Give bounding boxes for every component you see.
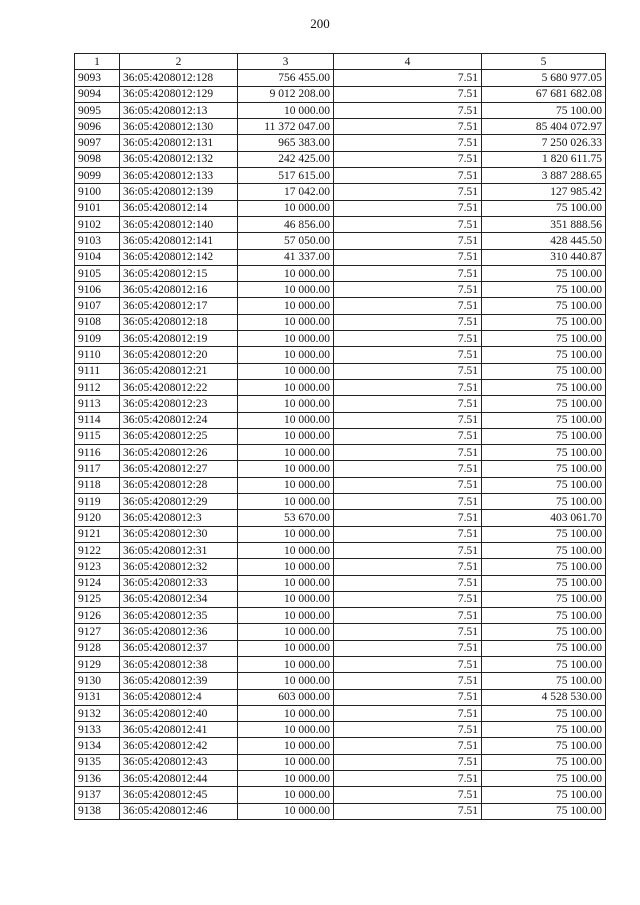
row-number-cell: 9128 xyxy=(75,640,120,656)
rate-cell: 7.51 xyxy=(334,168,482,184)
row-number-cell: 9114 xyxy=(75,412,120,428)
rate-cell: 7.51 xyxy=(334,249,482,265)
table-row xyxy=(75,754,606,770)
row-number-cell: 9115 xyxy=(75,428,120,444)
rate-cell: 7.51 xyxy=(334,575,482,591)
value-cell: 75 100.00 xyxy=(482,445,606,461)
rate-cell: 7.51 xyxy=(334,510,482,526)
row-number-cell: 9096 xyxy=(75,119,120,135)
rate-cell: 7.51 xyxy=(334,754,482,770)
table-row xyxy=(75,102,606,118)
area-cell: 756 455.00 xyxy=(238,70,334,86)
row-number-cell: 9136 xyxy=(75,771,120,787)
value-cell: 75 100.00 xyxy=(482,526,606,542)
cadastral-number-cell: 36:05:4208012:131 xyxy=(120,135,238,151)
cadastral-number-cell: 36:05:4208012:40 xyxy=(120,705,238,721)
area-cell: 10 000.00 xyxy=(238,412,334,428)
row-number-cell: 9119 xyxy=(75,494,120,510)
cadastral-number-cell: 36:05:4208012:41 xyxy=(120,722,238,738)
rate-cell: 7.51 xyxy=(334,200,482,216)
cadastral-number-cell: 36:05:4208012:32 xyxy=(120,559,238,575)
area-cell: 53 670.00 xyxy=(238,510,334,526)
value-cell: 75 100.00 xyxy=(482,608,606,624)
column-header-4: 4 xyxy=(334,54,482,70)
cadastral-number-cell: 36:05:4208012:129 xyxy=(120,86,238,102)
area-cell: 10 000.00 xyxy=(238,494,334,510)
value-cell: 75 100.00 xyxy=(482,461,606,477)
table-row xyxy=(75,265,606,281)
area-cell: 10 000.00 xyxy=(238,282,334,298)
row-number-cell: 9122 xyxy=(75,542,120,558)
table-row xyxy=(75,233,606,249)
rate-cell: 7.51 xyxy=(334,70,482,86)
cadastral-number-cell: 36:05:4208012:20 xyxy=(120,347,238,363)
table-row xyxy=(75,608,606,624)
value-cell: 75 100.00 xyxy=(482,656,606,672)
area-cell: 10 000.00 xyxy=(238,771,334,787)
rate-cell: 7.51 xyxy=(334,689,482,705)
area-cell: 10 000.00 xyxy=(238,379,334,395)
table-row xyxy=(75,803,606,819)
rate-cell: 7.51 xyxy=(334,282,482,298)
row-number-cell: 9112 xyxy=(75,379,120,395)
table-row xyxy=(75,282,606,298)
table-row xyxy=(75,249,606,265)
cadastral-number-cell: 36:05:4208012:25 xyxy=(120,428,238,444)
cadastral-number-cell: 36:05:4208012:3 xyxy=(120,510,238,526)
column-header-2: 2 xyxy=(120,54,238,70)
area-cell: 10 000.00 xyxy=(238,559,334,575)
cadastral-number-cell: 36:05:4208012:26 xyxy=(120,445,238,461)
table-row xyxy=(75,445,606,461)
row-number-cell: 9132 xyxy=(75,705,120,721)
rate-cell: 7.51 xyxy=(334,363,482,379)
cadastral-number-cell: 36:05:4208012:39 xyxy=(120,673,238,689)
table-row xyxy=(75,624,606,640)
cadastral-number-cell: 36:05:4208012:13 xyxy=(120,102,238,118)
area-cell: 10 000.00 xyxy=(238,608,334,624)
rate-cell: 7.51 xyxy=(334,233,482,249)
value-cell: 75 100.00 xyxy=(482,559,606,575)
area-cell: 57 050.00 xyxy=(238,233,334,249)
area-cell: 517 615.00 xyxy=(238,168,334,184)
value-cell: 1 820 611.75 xyxy=(482,151,606,167)
area-cell: 10 000.00 xyxy=(238,591,334,607)
table-row xyxy=(75,363,606,379)
area-cell: 10 000.00 xyxy=(238,428,334,444)
cadastral-number-cell: 36:05:4208012:141 xyxy=(120,233,238,249)
area-cell: 10 000.00 xyxy=(238,575,334,591)
area-cell: 10 000.00 xyxy=(238,738,334,754)
area-cell: 10 000.00 xyxy=(238,396,334,412)
rate-cell: 7.51 xyxy=(334,771,482,787)
value-cell: 428 445.50 xyxy=(482,233,606,249)
table-row xyxy=(75,168,606,184)
table-row xyxy=(75,722,606,738)
cadastral-number-cell: 36:05:4208012:30 xyxy=(120,526,238,542)
area-cell: 965 383.00 xyxy=(238,135,334,151)
value-cell: 75 100.00 xyxy=(482,787,606,803)
row-number-cell: 9095 xyxy=(75,102,120,118)
row-number-cell: 9108 xyxy=(75,314,120,330)
rate-cell: 7.51 xyxy=(334,608,482,624)
value-cell: 75 100.00 xyxy=(482,624,606,640)
page-number: 200 xyxy=(310,16,330,31)
row-number-cell: 9129 xyxy=(75,656,120,672)
value-cell: 75 100.00 xyxy=(482,542,606,558)
value-cell: 75 100.00 xyxy=(482,265,606,281)
table-row xyxy=(75,738,606,754)
area-cell: 10 000.00 xyxy=(238,624,334,640)
cadastral-number-cell: 36:05:4208012:35 xyxy=(120,608,238,624)
area-cell: 41 337.00 xyxy=(238,249,334,265)
cadastral-number-cell: 36:05:4208012:31 xyxy=(120,542,238,558)
cadastral-number-cell: 36:05:4208012:142 xyxy=(120,249,238,265)
cadastral-number-cell: 36:05:4208012:28 xyxy=(120,477,238,493)
value-cell: 75 100.00 xyxy=(482,331,606,347)
row-number-cell: 9118 xyxy=(75,477,120,493)
table-row xyxy=(75,119,606,135)
value-cell: 351 888.56 xyxy=(482,216,606,232)
value-cell: 85 404 072.97 xyxy=(482,119,606,135)
table-row xyxy=(75,298,606,314)
table-row xyxy=(75,428,606,444)
area-cell: 10 000.00 xyxy=(238,705,334,721)
table-row xyxy=(75,477,606,493)
table-header xyxy=(75,54,606,70)
cadastral-number-cell: 36:05:4208012:16 xyxy=(120,282,238,298)
value-cell: 75 100.00 xyxy=(482,494,606,510)
row-number-cell: 9107 xyxy=(75,298,120,314)
table-row xyxy=(75,184,606,200)
value-cell: 75 100.00 xyxy=(482,282,606,298)
rate-cell: 7.51 xyxy=(334,559,482,575)
rate-cell: 7.51 xyxy=(334,673,482,689)
value-cell: 75 100.00 xyxy=(482,673,606,689)
row-number-cell: 9125 xyxy=(75,591,120,607)
value-cell: 75 100.00 xyxy=(482,412,606,428)
row-number-cell: 9120 xyxy=(75,510,120,526)
rate-cell: 7.51 xyxy=(334,656,482,672)
row-number-cell: 9138 xyxy=(75,803,120,819)
rate-cell: 7.51 xyxy=(334,526,482,542)
area-cell: 10 000.00 xyxy=(238,640,334,656)
rate-cell: 7.51 xyxy=(334,396,482,412)
row-number-cell: 9135 xyxy=(75,754,120,770)
value-cell: 7 250 026.33 xyxy=(482,135,606,151)
rate-cell: 7.51 xyxy=(334,135,482,151)
area-cell: 46 856.00 xyxy=(238,216,334,232)
area-cell: 10 000.00 xyxy=(238,461,334,477)
row-number-cell: 9124 xyxy=(75,575,120,591)
rate-cell: 7.51 xyxy=(334,787,482,803)
area-cell: 10 000.00 xyxy=(238,102,334,118)
table-row xyxy=(75,461,606,477)
table-row xyxy=(75,771,606,787)
value-cell: 75 100.00 xyxy=(482,102,606,118)
area-cell: 10 000.00 xyxy=(238,722,334,738)
table-row xyxy=(75,673,606,689)
rate-cell: 7.51 xyxy=(334,591,482,607)
area-cell: 10 000.00 xyxy=(238,673,334,689)
table-row xyxy=(75,542,606,558)
rate-cell: 7.51 xyxy=(334,428,482,444)
value-cell: 75 100.00 xyxy=(482,591,606,607)
rate-cell: 7.51 xyxy=(334,705,482,721)
cadastral-number-cell: 36:05:4208012:140 xyxy=(120,216,238,232)
rate-cell: 7.51 xyxy=(334,477,482,493)
cadastral-number-cell: 36:05:4208012:14 xyxy=(120,200,238,216)
table-body xyxy=(75,70,606,820)
cadastral-number-cell: 36:05:4208012:46 xyxy=(120,803,238,819)
cadastral-number-cell: 36:05:4208012:42 xyxy=(120,738,238,754)
cadastral-number-cell: 36:05:4208012:132 xyxy=(120,151,238,167)
value-cell: 75 100.00 xyxy=(482,738,606,754)
row-number-cell: 9116 xyxy=(75,445,120,461)
value-cell: 75 100.00 xyxy=(482,314,606,330)
rate-cell: 7.51 xyxy=(334,624,482,640)
cadastral-number-cell: 36:05:4208012:19 xyxy=(120,331,238,347)
cadastral-number-cell: 36:05:4208012:22 xyxy=(120,379,238,395)
cadastral-number-cell: 36:05:4208012:4 xyxy=(120,689,238,705)
cadastral-number-cell: 36:05:4208012:27 xyxy=(120,461,238,477)
cadastral-number-cell: 36:05:4208012:18 xyxy=(120,314,238,330)
table-row xyxy=(75,135,606,151)
table-row xyxy=(75,216,606,232)
rate-cell: 7.51 xyxy=(334,216,482,232)
value-cell: 403 061.70 xyxy=(482,510,606,526)
rate-cell: 7.51 xyxy=(334,151,482,167)
row-number-cell: 9133 xyxy=(75,722,120,738)
rate-cell: 7.51 xyxy=(334,347,482,363)
row-number-cell: 9134 xyxy=(75,738,120,754)
table-row xyxy=(75,200,606,216)
table-row xyxy=(75,412,606,428)
table-row xyxy=(75,379,606,395)
rate-cell: 7.51 xyxy=(334,542,482,558)
value-cell: 310 440.87 xyxy=(482,249,606,265)
table-row xyxy=(75,494,606,510)
row-number-cell: 9123 xyxy=(75,559,120,575)
row-number-cell: 9103 xyxy=(75,233,120,249)
cadastral-number-cell: 36:05:4208012:29 xyxy=(120,494,238,510)
row-number-cell: 9100 xyxy=(75,184,120,200)
cadastral-number-cell: 36:05:4208012:133 xyxy=(120,168,238,184)
value-cell: 3 887 288.65 xyxy=(482,168,606,184)
row-number-cell: 9098 xyxy=(75,151,120,167)
table-row xyxy=(75,510,606,526)
rate-cell: 7.51 xyxy=(334,445,482,461)
area-cell: 10 000.00 xyxy=(238,347,334,363)
cadastral-number-cell: 36:05:4208012:37 xyxy=(120,640,238,656)
row-number-cell: 9130 xyxy=(75,673,120,689)
table-row xyxy=(75,86,606,102)
row-number-cell: 9111 xyxy=(75,363,120,379)
rate-cell: 7.51 xyxy=(334,640,482,656)
rate-cell: 7.51 xyxy=(334,102,482,118)
row-number-cell: 9121 xyxy=(75,526,120,542)
rate-cell: 7.51 xyxy=(334,298,482,314)
column-header-5: 5 xyxy=(482,54,606,70)
value-cell: 75 100.00 xyxy=(482,428,606,444)
cadastral-number-cell: 36:05:4208012:128 xyxy=(120,70,238,86)
rate-cell: 7.51 xyxy=(334,412,482,428)
rate-cell: 7.51 xyxy=(334,494,482,510)
table-row xyxy=(75,640,606,656)
value-cell: 75 100.00 xyxy=(482,575,606,591)
table-row xyxy=(75,559,606,575)
area-cell: 10 000.00 xyxy=(238,754,334,770)
value-cell: 75 100.00 xyxy=(482,200,606,216)
table-row xyxy=(75,314,606,330)
row-number-cell: 9126 xyxy=(75,608,120,624)
rate-cell: 7.51 xyxy=(334,331,482,347)
row-number-cell: 9094 xyxy=(75,86,120,102)
row-number-cell: 9110 xyxy=(75,347,120,363)
value-cell: 75 100.00 xyxy=(482,396,606,412)
header-row xyxy=(75,54,606,70)
table-row xyxy=(75,347,606,363)
value-cell: 75 100.00 xyxy=(482,347,606,363)
rate-cell: 7.51 xyxy=(334,119,482,135)
column-header-1: 1 xyxy=(75,54,120,70)
rate-cell: 7.51 xyxy=(334,184,482,200)
row-number-cell: 9105 xyxy=(75,265,120,281)
value-cell: 75 100.00 xyxy=(482,477,606,493)
rate-cell: 7.51 xyxy=(334,86,482,102)
rate-cell: 7.51 xyxy=(334,803,482,819)
row-number-cell: 9137 xyxy=(75,787,120,803)
area-cell: 10 000.00 xyxy=(238,542,334,558)
area-cell: 242 425.00 xyxy=(238,151,334,167)
cadastral-number-cell: 36:05:4208012:17 xyxy=(120,298,238,314)
value-cell: 75 100.00 xyxy=(482,640,606,656)
table-row xyxy=(75,331,606,347)
area-cell: 10 000.00 xyxy=(238,200,334,216)
rate-cell: 7.51 xyxy=(334,314,482,330)
area-cell: 11 372 047.00 xyxy=(238,119,334,135)
area-cell: 10 000.00 xyxy=(238,298,334,314)
rate-cell: 7.51 xyxy=(334,461,482,477)
column-header-3: 3 xyxy=(238,54,334,70)
rate-cell: 7.51 xyxy=(334,722,482,738)
value-cell: 75 100.00 xyxy=(482,722,606,738)
area-cell: 10 000.00 xyxy=(238,314,334,330)
cadastral-number-cell: 36:05:4208012:36 xyxy=(120,624,238,640)
area-cell: 10 000.00 xyxy=(238,445,334,461)
cadastral-number-cell: 36:05:4208012:21 xyxy=(120,363,238,379)
row-number-cell: 9106 xyxy=(75,282,120,298)
row-number-cell: 9104 xyxy=(75,249,120,265)
table-row xyxy=(75,787,606,803)
cadastral-number-cell: 36:05:4208012:139 xyxy=(120,184,238,200)
value-cell: 75 100.00 xyxy=(482,771,606,787)
row-number-cell: 9097 xyxy=(75,135,120,151)
table-row xyxy=(75,656,606,672)
row-number-cell: 9093 xyxy=(75,70,120,86)
table-row xyxy=(75,591,606,607)
value-cell: 75 100.00 xyxy=(482,705,606,721)
row-number-cell: 9117 xyxy=(75,461,120,477)
data-table xyxy=(74,53,606,820)
area-cell: 9 012 208.00 xyxy=(238,86,334,102)
area-cell: 17 042.00 xyxy=(238,184,334,200)
rate-cell: 7.51 xyxy=(334,265,482,281)
rate-cell: 7.51 xyxy=(334,379,482,395)
cadastral-number-cell: 36:05:4208012:43 xyxy=(120,754,238,770)
area-cell: 10 000.00 xyxy=(238,656,334,672)
area-cell: 603 000.00 xyxy=(238,689,334,705)
value-cell: 67 681 682.08 xyxy=(482,86,606,102)
row-number-cell: 9131 xyxy=(75,689,120,705)
table-row xyxy=(75,396,606,412)
cadastral-number-cell: 36:05:4208012:38 xyxy=(120,656,238,672)
table-row xyxy=(75,705,606,721)
cadastral-number-cell: 36:05:4208012:24 xyxy=(120,412,238,428)
cadastral-number-cell: 36:05:4208012:130 xyxy=(120,119,238,135)
row-number-cell: 9127 xyxy=(75,624,120,640)
row-number-cell: 9109 xyxy=(75,331,120,347)
cadastral-number-cell: 36:05:4208012:23 xyxy=(120,396,238,412)
area-cell: 10 000.00 xyxy=(238,363,334,379)
value-cell: 5 680 977.05 xyxy=(482,70,606,86)
row-number-cell: 9113 xyxy=(75,396,120,412)
area-cell: 10 000.00 xyxy=(238,331,334,347)
table-row xyxy=(75,526,606,542)
table-row xyxy=(75,575,606,591)
area-cell: 10 000.00 xyxy=(238,787,334,803)
table-row xyxy=(75,151,606,167)
cadastral-number-cell: 36:05:4208012:33 xyxy=(120,575,238,591)
cadastral-number-cell: 36:05:4208012:15 xyxy=(120,265,238,281)
area-cell: 10 000.00 xyxy=(238,803,334,819)
value-cell: 75 100.00 xyxy=(482,754,606,770)
value-cell: 75 100.00 xyxy=(482,803,606,819)
value-cell: 75 100.00 xyxy=(482,363,606,379)
value-cell: 4 528 530.00 xyxy=(482,689,606,705)
table-row xyxy=(75,70,606,86)
row-number-cell: 9102 xyxy=(75,216,120,232)
row-number-cell: 9101 xyxy=(75,200,120,216)
rate-cell: 7.51 xyxy=(334,738,482,754)
cadastral-number-cell: 36:05:4208012:44 xyxy=(120,771,238,787)
table-row xyxy=(75,689,606,705)
value-cell: 75 100.00 xyxy=(482,298,606,314)
area-cell: 10 000.00 xyxy=(238,526,334,542)
value-cell: 75 100.00 xyxy=(482,379,606,395)
value-cell: 127 985.42 xyxy=(482,184,606,200)
cadastral-number-cell: 36:05:4208012:34 xyxy=(120,591,238,607)
area-cell: 10 000.00 xyxy=(238,265,334,281)
area-cell: 10 000.00 xyxy=(238,477,334,493)
cadastral-number-cell: 36:05:4208012:45 xyxy=(120,787,238,803)
row-number-cell: 9099 xyxy=(75,168,120,184)
